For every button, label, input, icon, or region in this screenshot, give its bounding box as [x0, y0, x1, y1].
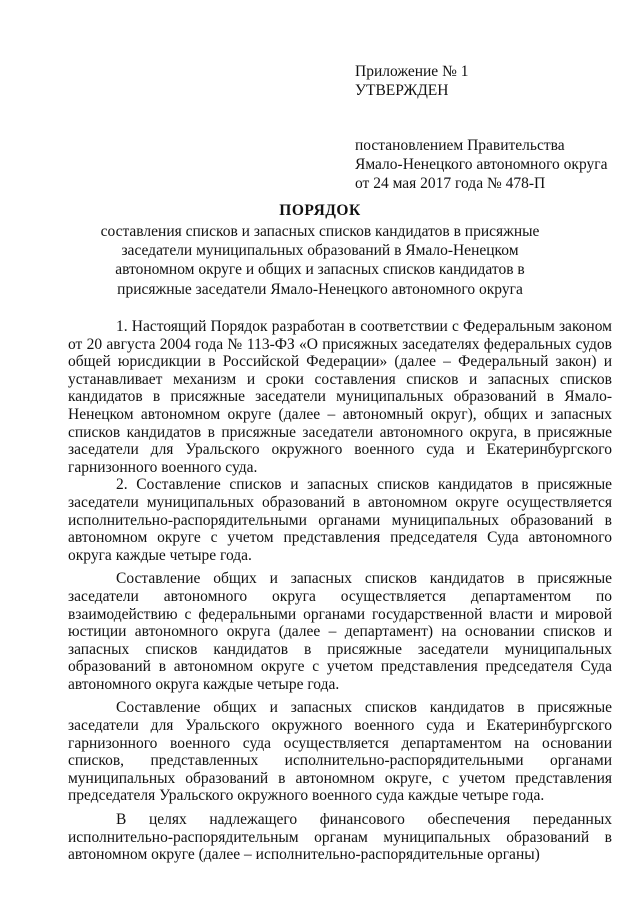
paragraph: Составление общих и запасных списков кандидатов в присяжные заседатели для Уральского окружного военного суда и Екатеринбургского гарнизонного военного суда осуществляется департаментом на основании списков, представленных исполнительно-распорядительными органами муниципальных образований в автономном округе, с учетом представления председателя Уральского окружного военного суда каждые четыре года.: [68, 699, 612, 805]
appendix-label: Приложение № 1: [355, 63, 469, 80]
approved-label: УТВЕРЖДЕН: [355, 82, 449, 99]
document-title: ПОРЯДОК: [279, 202, 361, 219]
document-subtitle: составления списков и запасных списков кандидатов в присяжные заседатели муниципальных образований в Ямало-Ненецком автономном округе и общих и запасных списков кандидатов в присяжные заседатели Ямало-Ненецкого автономного округа: [100, 223, 540, 298]
paragraph: 1. Настоящий Порядок разработан в соответствии с Федеральным законом от 20 августа 2004 года № 113-ФЗ «О присяжных заседателях федеральных судов общей юрисдикции в Российской Федерации» (далее – Федеральный закон) и устанавливает механизм и сроки составления списков и запасных списков кандидатов в присяжные заседатели муниципальных образований в Ямало-Ненецком автономном округе (далее – автономный округ), общих и запасных списков кандидатов в присяжные заседатели автономного округа, в присяжные заседатели для Уральского окружного военного суда и Екатеринбургского гарнизонного военного суда.: [68, 318, 612, 476]
paragraph: Составление общих и запасных списков кандидатов в присяжные заседатели автономного округа осуществляется департаментом по взаимодействию с федеральными органами государственной власти и мировой юстиции автономного округа (далее – департамент) на основании списков и запасных списков кандидатов в присяжные заседатели муниципальных образований в автономном округе с учетом представления председателя Суда автономного округа каждые четыре года.: [68, 570, 612, 693]
approval-block: [355, 62, 607, 193]
paragraph: 2. Составление списков и запасных списков кандидатов в присяжные заседатели муниципальных образований в автономном округе осуществляется исполнительно-распорядительными органами муниципальных образований в автономном округе с учетом представления председателя Суда автономного округа каждые четыре года.: [68, 476, 612, 564]
resolution-date-line: от 24 мая 2017 года № 478-П: [355, 175, 546, 192]
paragraph: В целях надлежащего финансового обеспечения переданных исполнительно-распорядительным органам муниципальных образований в автономном округе (далее – исполнительно-распорядительные органы): [68, 811, 612, 864]
resolution-line: Ямало-Ненецкого автономного округа: [355, 156, 608, 173]
document-body: [68, 318, 612, 864]
resolution-line: постановлением Правительства: [355, 137, 565, 154]
